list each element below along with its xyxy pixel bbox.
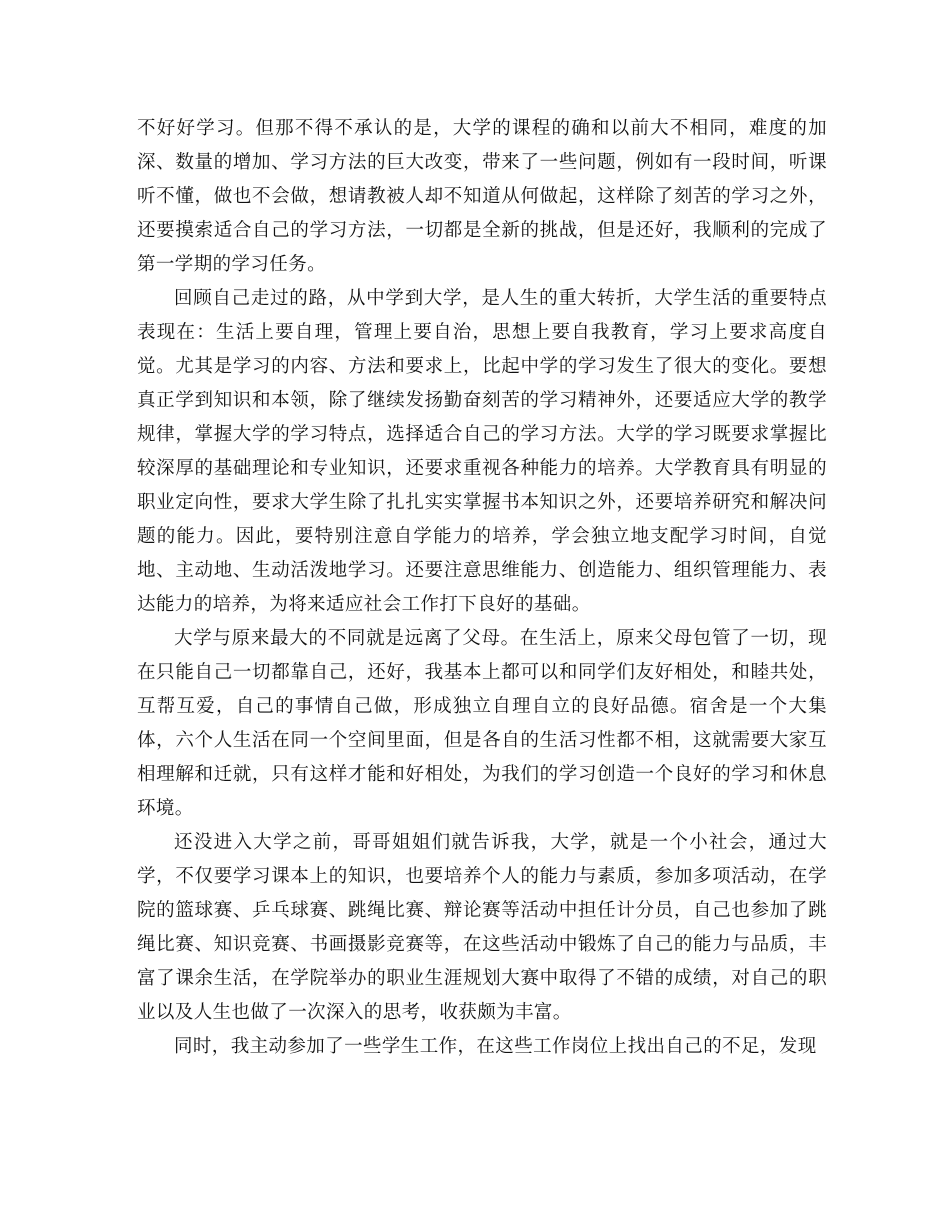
paragraph-2: 回顾自己走过的路，从中学到大学，是人生的重大转折，大学生活的重要特点表现在：生活上要自理，管理上要自治，思想上要自我教育，学习上要求高度自觉。尤其是学习的内容、方法和要求上，比起中学的学习发生了很大的变化。要想真正学到知识和本领，除了继续发扬勤奋刻苦的学习精神外，还要适应大学的教学规律，掌握大学的学习特点，选择适合自己的学习方法。大学的学习既要求掌握比较深厚的基础理论和专业知识，还要求重视各种能力的培养。大学教育具有明显的职业定向性，要求大学生除了扎扎实实掌握书本知识之外，还要培养研究和解决问题的能力。因此，要特别注意自学能力的培养，学会独立地支配学习时间，自觉地、主动地、生动活泼地学习。还要注意思维能力、创造能力、组织管理能力、表达能力的培养，为将来适应社会工作打下良好的基础。 bbox=[137, 288, 827, 615]
paragraph-4: 还没进入大学之前，哥哥姐姐们就告诉我，大学，就是一个小社会，通过大学，不仅要学习课本上的知识，也要培养个人的能力与素质，参加多项活动，在学院的篮球赛、乒乓球赛、跳绳比赛、辩论赛等活动中担任计分员，自己也参加了跳绳比赛、知识竞赛、书画摄影竞赛等，在这些活动中锻炼了自己的能力与品质，丰富了课余生活，在学院举办的职业生涯规划大赛中取得了不错的成绩，对自己的职业以及人生也做了一次深入的思考，收获颇为丰富。 bbox=[137, 832, 827, 1023]
paragraph-5: 同时，我主动参加了一些学生工作，在这些工作岗位上找出自己的不足，发现 bbox=[174, 1036, 817, 1057]
paragraph-3: 大学与原来最大的不同就是远离了父母。在生活上，原来父母包管了一切，现在只能自己一切都靠自己，还好，我基本上都可以和同学们友好相处，和睦共处，互帮互爱，自己的事情自己做，形成独立自理自立的良好品德。宿舍是一个大集体，六个人生活在同一个空间里面，但是各自的生活习性都不相，这就需要大家互相理解和迁就，只有这样才能和好相处，为我们的学习创造一个良好的学习和休息环境。 bbox=[137, 628, 827, 819]
paragraph-1: 不好好学习。但那不得不承认的是，大学的课程的确和以前大不相同，难度的加深、数量的增加、学习方法的巨大改变，带来了一些问题，例如有一段时间，听课听不懂，做也不会做，想请教被人却不知道从何做起，这样除了刻苦的学习之外，还要摸索适合自己的学习方法，一切都是全新的挑战，但是还好，我顺利的完成了第一学期的学习任务。 bbox=[137, 118, 827, 275]
document-body bbox=[137, 112, 827, 1064]
